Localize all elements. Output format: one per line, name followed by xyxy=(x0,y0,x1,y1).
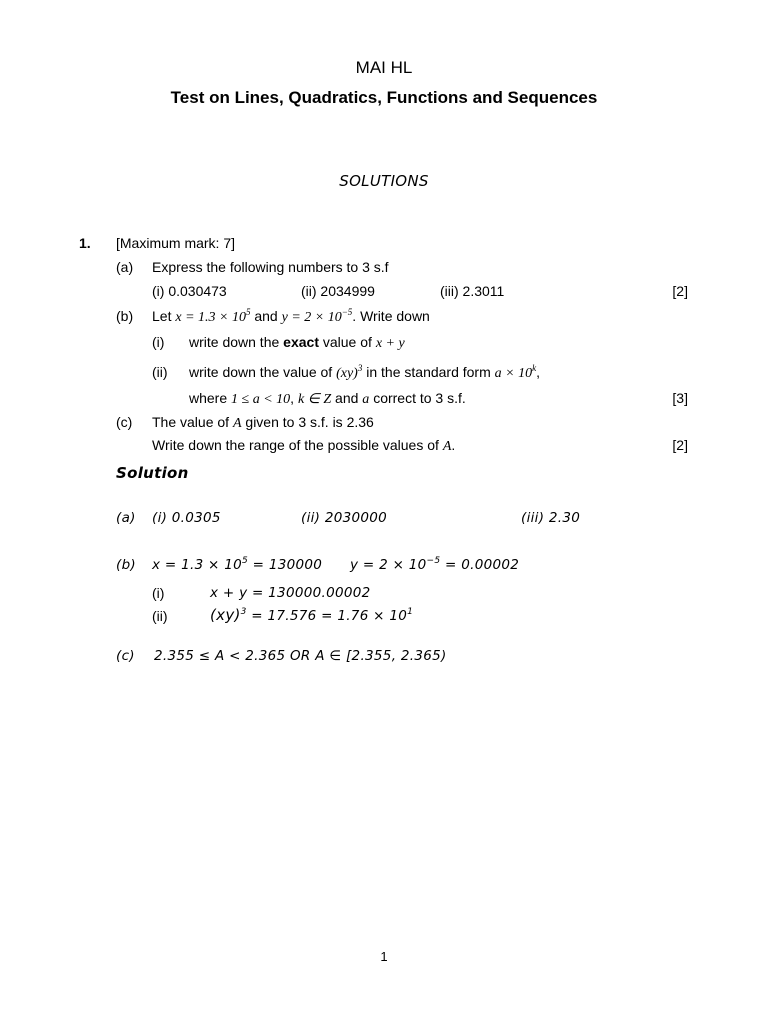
solution-heading: Solution xyxy=(116,464,189,482)
solution-b-ii-label: (ii) xyxy=(152,608,168,624)
solution-b-i: x + y = 130000.00002 xyxy=(210,585,371,601)
solutions-heading: SOLUTIONS xyxy=(339,172,429,190)
solution-b-y: $y = 2 \times 10^{-5} = 0.00002$ xyxy=(350,556,520,573)
part-b-label: (b) xyxy=(116,308,134,324)
let-text: Let xyxy=(152,308,172,324)
part-b-i-text: write down the exact value of x + y xyxy=(189,334,405,351)
course-code: MAI HL xyxy=(355,58,413,77)
page-number: 1 xyxy=(380,949,388,964)
part-a-i: (i) 0.030473 xyxy=(152,283,227,299)
and-text: and xyxy=(254,308,278,324)
max-mark: [Maximum mark: 7] xyxy=(116,235,236,251)
condition-a: a xyxy=(362,392,370,407)
part-a-mark: [2] xyxy=(672,283,688,299)
solution-c-label: (c) xyxy=(116,648,135,664)
part-b-mark: [3] xyxy=(672,390,688,406)
solution-a-i: (i) 0.0305 xyxy=(152,510,221,526)
solution-c-answer: 2.355 ≤ A < 2.365 OR A ∈ [2.355, 2.365) xyxy=(154,648,447,664)
x-definition: $x = 1.3 \times 10^5$ xyxy=(175,307,251,325)
question-number: 1. xyxy=(79,235,91,251)
x-plus-y-expression: x + y xyxy=(375,336,405,351)
part-c-label: (c) xyxy=(116,414,133,430)
part-b-ii-label: (ii) xyxy=(152,364,168,380)
solution-a-ii: (ii) 2030000 xyxy=(301,510,388,526)
part-a-iii: (iii) 2.3011 xyxy=(440,283,505,299)
part-b-line xyxy=(152,308,430,326)
solution-a-label: (a) xyxy=(116,510,136,526)
part-a-text: Express the following numbers to 3 s.f xyxy=(152,259,389,275)
variable-a: A xyxy=(232,416,242,431)
condition-a-range: 1 ≤ a < 10 xyxy=(231,392,291,407)
part-c-text: The value of A given to 3 s.f. is 2.36 xyxy=(152,414,374,431)
part-b-conditions: where 1 ≤ a < 10, k ∈ Z and a correct to 3 s.f. xyxy=(189,390,466,407)
xy-cubed-expression: (xy)$^3$ xyxy=(336,363,363,381)
y-definition: $y = 2 \times 10^{-5}$ xyxy=(281,307,353,325)
solution-b-x: $x = 1.3 \times 10^5 = 130000$ xyxy=(152,556,323,573)
standard-form-expression: $a \times 10^k$ xyxy=(494,363,537,381)
write-down-text: . Write down xyxy=(352,308,430,324)
variable-a-2: A xyxy=(442,439,452,454)
part-a-ii: (ii) 2034999 xyxy=(301,283,375,299)
solution-b-label: (b) xyxy=(116,557,137,573)
part-c-mark: [2] xyxy=(672,437,688,453)
part-c-text-line2: Write down the range of the possible values of A. xyxy=(152,437,456,454)
part-a-label: (a) xyxy=(116,259,134,275)
part-b-i-label: (i) xyxy=(152,334,165,350)
part-b-ii-text: write down the value of (xy)$^3$ in the standard form $a \times 10^k$, xyxy=(189,363,540,381)
solution-b-ii: $(xy)^3 = 17.576 = 1.76 \times 10^1$ xyxy=(210,606,414,624)
page-title: Test on Lines, Quadratics, Functions and Sequences xyxy=(170,88,598,107)
exact-emphasis: exact xyxy=(283,334,319,350)
condition-k-integer: k ∈ Z xyxy=(297,392,332,407)
solution-b-i-label: (i) xyxy=(152,585,165,601)
solution-a-iii: (iii) 2.30 xyxy=(521,510,581,526)
